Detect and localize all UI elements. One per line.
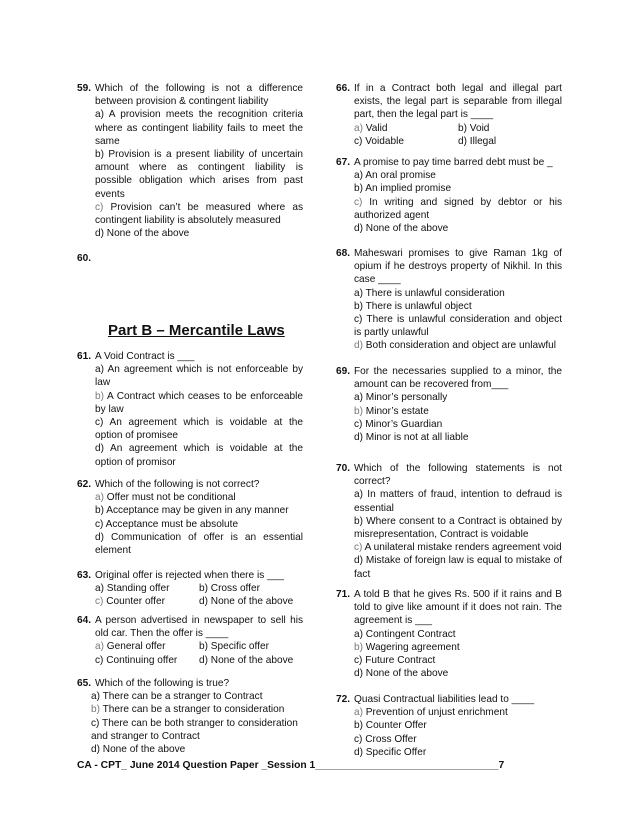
question-70	[336, 462, 562, 581]
option-d: d) None of the above	[199, 596, 294, 608]
question-69	[336, 365, 562, 444]
option-a: a) An oral promise	[354, 170, 436, 182]
question-number: 71.	[336, 589, 351, 600]
question-number: 65.	[77, 678, 92, 689]
question-number: 62.	[77, 479, 92, 490]
question-67	[336, 156, 562, 235]
option-d: d) Communication of offer is an essential element	[95, 531, 303, 557]
question-text: If in a Contract both legal and illegal part exists, the legal part is separable from illegal part, then the legal part is ____	[354, 83, 562, 121]
option-d: d) Mistake of foreign law is equal to mistake of fact	[354, 555, 562, 580]
option-b: b) An implied promise	[354, 183, 452, 195]
option-b: b) Specific offer	[199, 641, 269, 653]
option-a: a) There can be a stranger to Contract	[91, 691, 263, 703]
question-text: A Void Contract is ___	[95, 351, 195, 362]
option-a: a) A provision meets the recognition criteria where as contingent liability fails to meet the same	[95, 109, 303, 147]
option-text: Provision can’t be measured where as contingent liability is absolutely measured	[95, 201, 303, 227]
option-c: c) Cross Offer	[354, 733, 417, 745]
option-c: c) There can be both stranger to consideration and stranger to Contract	[91, 717, 298, 742]
option-b	[91, 703, 303, 716]
page-footer: CA - CPT_ June 2014 Question Paper _Session 1________________________________7	[77, 760, 505, 771]
question-text: A person advertised in newspaper to sell his old car. Then the offer is ____	[95, 615, 303, 640]
option-d	[354, 339, 562, 352]
question-number: 72.	[336, 694, 351, 705]
question-72	[336, 693, 562, 759]
question-number: 64.	[77, 615, 92, 626]
question-number: 69.	[336, 366, 351, 377]
option-text: Prevention of unjust enrichment	[362, 707, 508, 719]
option-a	[354, 706, 562, 719]
option-c: c) Continuing offer	[95, 654, 178, 666]
option-text: A Contract which ceases to be enforceable by law	[95, 390, 303, 415]
question-text: For the necessaries supplied to a minor, the amount can be recovered from___	[354, 366, 562, 391]
option-b: b) Cross offer	[199, 583, 260, 595]
option-text: Wagering agreement	[362, 641, 460, 653]
option-d: d) Minor is not at all liable	[354, 432, 469, 444]
option-letter: c)	[95, 201, 104, 213]
option-a	[95, 640, 199, 653]
question-number: 61.	[77, 351, 92, 362]
option-a	[95, 491, 303, 504]
question-text: Maheswari promises to give Raman 1kg of opium if he destroys property of Nikhil. In this case ____	[354, 248, 562, 286]
question-text: A promise to pay time barred debt must be _	[354, 157, 553, 168]
option-c: c) Minor’s Guardian	[354, 418, 443, 430]
option-c	[354, 196, 562, 222]
question-text: Which of the following is not a difference between provision & contingent liability	[95, 83, 303, 108]
option-letter: d)	[354, 340, 363, 352]
option-d: d) None of the above	[95, 228, 190, 240]
question-number: 59.	[77, 83, 92, 94]
question-61	[77, 350, 303, 469]
option-letter: b)	[95, 390, 104, 402]
option-b: b) There is unlawful object	[354, 300, 472, 312]
option-b: b) Acceptance may be given in any manner	[95, 505, 289, 517]
option-d: d) None of the above	[199, 654, 294, 666]
option-text: There can be a stranger to consideration	[99, 704, 285, 716]
option-d: d) An agreement which is voidable at the option of promisor	[95, 443, 303, 468]
option-letter: b)	[91, 704, 100, 716]
question-text: Which of the following statements is not correct?	[354, 463, 562, 488]
option-text: Offer must not be conditional	[103, 492, 236, 504]
option-d: d) Specific Offer	[354, 746, 427, 758]
option-a: a) Minor’s personally	[354, 392, 448, 404]
option-text: Both consideration and object are unlawful	[362, 340, 557, 352]
option-b: b) Where consent to a Contract is obtained by misrepresentation, Contract is voidable	[354, 515, 562, 541]
option-text: In writing and signed by debtor or his authorized agent	[354, 196, 562, 221]
option-letter: b)	[354, 641, 363, 653]
option-letter: b)	[354, 405, 363, 417]
option-d: d) None of the above	[91, 744, 186, 756]
question-text: Which of the following is true?	[95, 678, 230, 689]
option-letter: a)	[95, 492, 104, 504]
option-d: d) Illegal	[458, 135, 497, 147]
option-letter: c)	[354, 542, 363, 554]
option-a: a) Standing offer	[95, 583, 170, 595]
option-text: A unilateral mistake renders agreement void	[362, 542, 562, 554]
option-text: General offer	[103, 641, 166, 653]
option-a: a) An agreement which is not enforceable by law	[95, 364, 303, 389]
option-a: a) There is unlawful consideration	[354, 287, 505, 299]
option-c	[95, 201, 303, 227]
question-59	[77, 82, 303, 240]
option-c: c) Future Contract	[354, 655, 436, 667]
question-number: 66.	[336, 83, 351, 94]
option-c: c) Acceptance must be absolute	[95, 518, 239, 530]
option-c	[354, 541, 562, 554]
option-c: c) An agreement which is voidable at the option of promisee	[95, 417, 303, 442]
question-number: 68.	[336, 248, 351, 259]
option-d: d) None of the above	[354, 668, 449, 680]
question-number: 67.	[336, 157, 351, 168]
option-letter: c)	[354, 196, 363, 208]
option-a: a) Contingent Contract	[354, 628, 456, 640]
option-a: a) In matters of fraud, intention to defraud is essential	[354, 489, 562, 514]
question-71	[336, 588, 562, 680]
option-c	[95, 595, 199, 608]
part-title: Part B – Mercantile Laws	[108, 322, 285, 339]
option-text: Valid	[362, 122, 388, 134]
option-letter: a)	[95, 641, 104, 653]
question-66	[336, 82, 562, 148]
option-b	[354, 405, 562, 418]
option-letter: a)	[354, 122, 363, 134]
question-text: A told B that he gives Rs. 500 if it rains and B told to give like amount if it does not rain. The agreement is ___	[354, 589, 562, 627]
option-a	[354, 122, 458, 135]
option-text: Minor’s estate	[362, 405, 429, 417]
option-text: Counter offer	[103, 596, 165, 608]
question-65	[77, 677, 303, 756]
question-text: Original offer is rejected when there is ___	[95, 570, 284, 581]
option-letter: a)	[354, 707, 363, 719]
option-b: b) Provision is a present liability of uncertain amount where as contingent liability is possible obligation which arises from past events	[95, 149, 303, 200]
question-number: 60.	[77, 253, 92, 264]
option-c: c) There is unlawful consideration and object is partly unlawful	[354, 314, 562, 339]
option-letter: c)	[95, 596, 104, 608]
question-60	[77, 252, 303, 265]
question-number: 63.	[77, 570, 92, 581]
question-number: 70.	[336, 463, 351, 474]
option-b	[354, 641, 562, 654]
question-64	[77, 614, 303, 667]
option-b: b) Counter Offer	[354, 720, 427, 732]
option-b	[95, 390, 303, 416]
option-d: d) None of the above	[354, 223, 449, 235]
question-62	[77, 478, 303, 557]
question-63	[77, 569, 303, 609]
option-b: b) Void	[458, 122, 490, 134]
question-68	[336, 247, 562, 353]
question-text: Which of the following is not correct?	[95, 479, 260, 490]
option-c: c) Voidable	[354, 135, 404, 147]
question-text: Quasi Contractual liabilities lead to ____	[354, 694, 535, 705]
